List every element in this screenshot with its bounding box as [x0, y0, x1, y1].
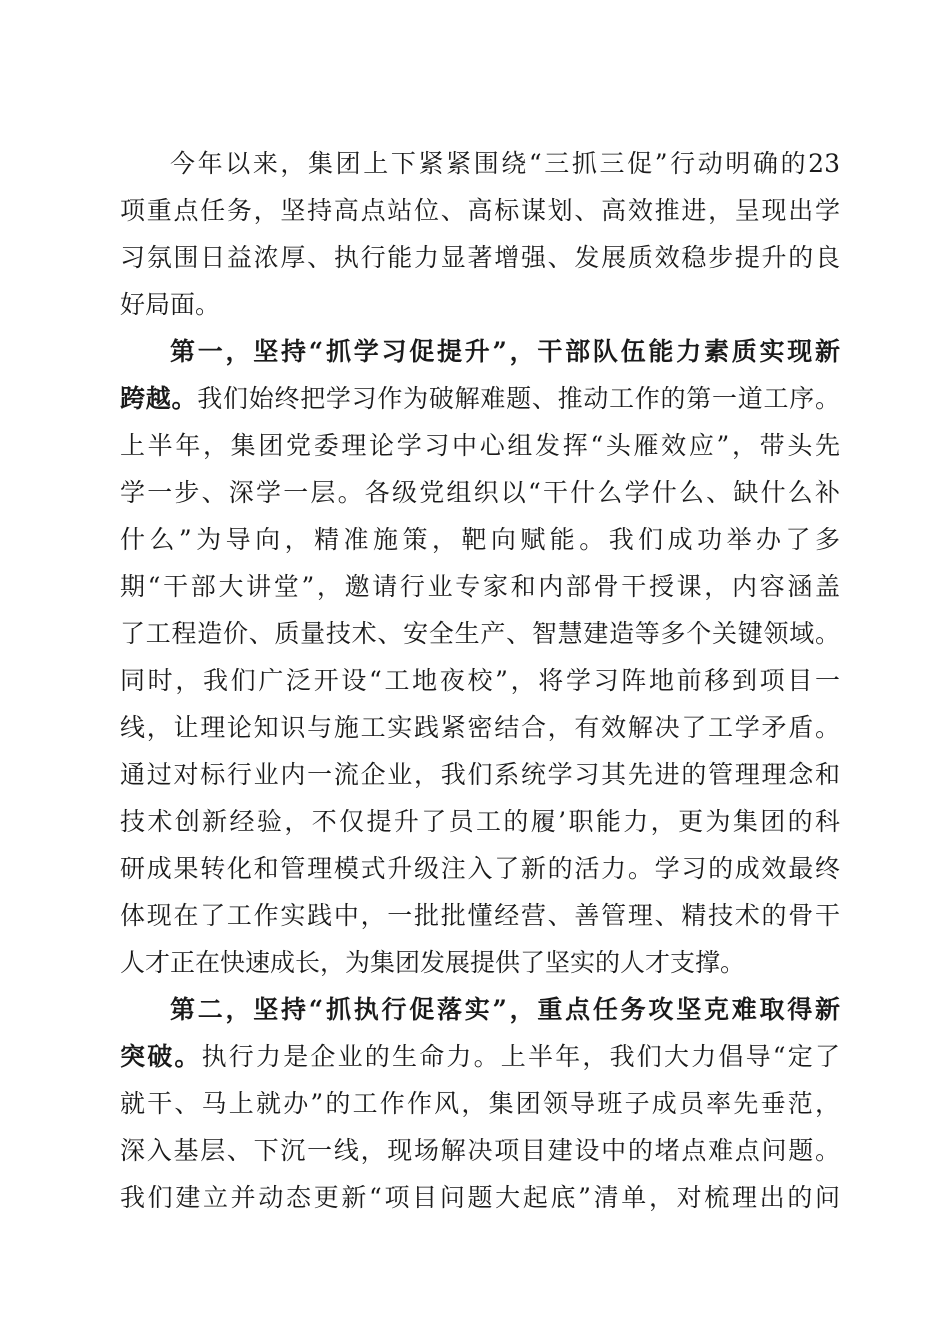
paragraph-3-line-3: 深入基层、下沉一线，现场解决项目建设中的堵点难点问题。: [120, 1136, 840, 1165]
paragraph-3-line-1: [120, 1033, 840, 1080]
paragraph-2-line-8: 线，让理论知识与施工实践紧密结合，有效解决了工学矛盾。: [120, 713, 840, 742]
paragraph-1-line-1: 今年以来，集团上下紧紧围绕“三抓三促”行动明确的23: [170, 149, 840, 178]
paragraph-2-line-13: 人才正在快速成长，为集团发展提供了坚实的人才支撑。: [120, 948, 746, 977]
paragraph-2-line-1: [120, 375, 840, 422]
paragraph-2-line-10: 技术创新经验，不仅提升了员工的履’职能力，更为集团的科: [120, 807, 840, 836]
paragraph-2-heading-tail: 跨越。: [120, 384, 198, 413]
paragraph-3-line-1-text: 执行力是企业的生命力。上半年，我们大力倡导“定了: [201, 1042, 840, 1071]
paragraph-1-line-4: 好局面。: [120, 290, 221, 319]
paragraph-2-line-7: 同时，我们广泛开设“工地夜校”，将学习阵地前移到项目一: [120, 666, 840, 695]
paragraph-3-line-4: 我们建立并动态更新“项目问题大起底”清单，对梳理出的问: [120, 1183, 840, 1212]
paragraph-2-line-9: 通过对标行业内一流企业，我们系统学习其先进的管理理念和: [120, 760, 840, 789]
paragraph-1-line-3: 习氛围日益浓厚、执行能力显著增强、发展质效稳步提升的良: [120, 243, 840, 272]
paragraph-2-line-11: 研成果转化和管理模式升级注入了新的活力。学习的成效最终: [120, 854, 840, 883]
document-body: [120, 140, 840, 1221]
paragraph-2-line-6: 了工程造价、质量技术、安全生产、智慧建造等多个关键领域。: [120, 619, 840, 648]
paragraph-2-line-4: 什么”为导向，精准施策，靶向赋能。我们成功举办了多: [120, 525, 840, 554]
paragraph-3-line-2: 就干、马上就办”的工作作风，集团领导班子成员率先垂范，: [120, 1089, 840, 1118]
paragraph-2-line-1-text: 我们始终把学习作为破解难题、推动工作的第一道工序。: [197, 384, 840, 413]
paragraph-2-line-2: 上半年，集团党委理论学习中心组发挥“头雁效应”，带头先: [120, 431, 840, 460]
paragraph-1-line-2: 项重点任务，坚持高点站位、高标谋划、高效推进，呈现出学: [120, 196, 840, 225]
paragraph-3-heading: 第二，坚持“抓执行促落实”，重点任务攻坚克难取得新: [170, 995, 840, 1024]
paragraph-3-heading-tail: 突破。: [120, 1042, 202, 1071]
paragraph-2-line-5: 期“干部大讲堂”，邀请行业专家和内部骨干授课，内容涵盖: [120, 572, 840, 601]
paragraph-2-heading: 第一，坚持“抓学习促提升”，干部队伍能力素质实现新: [170, 337, 840, 366]
paragraph-2-line-12: 体现在了工作实践中，一批批懂经营、善管理、精技术的骨干: [120, 901, 840, 930]
paragraph-2-line-3: 学一步、深学一层。各级党组织以“干什么学什么、缺什么补: [120, 478, 840, 507]
